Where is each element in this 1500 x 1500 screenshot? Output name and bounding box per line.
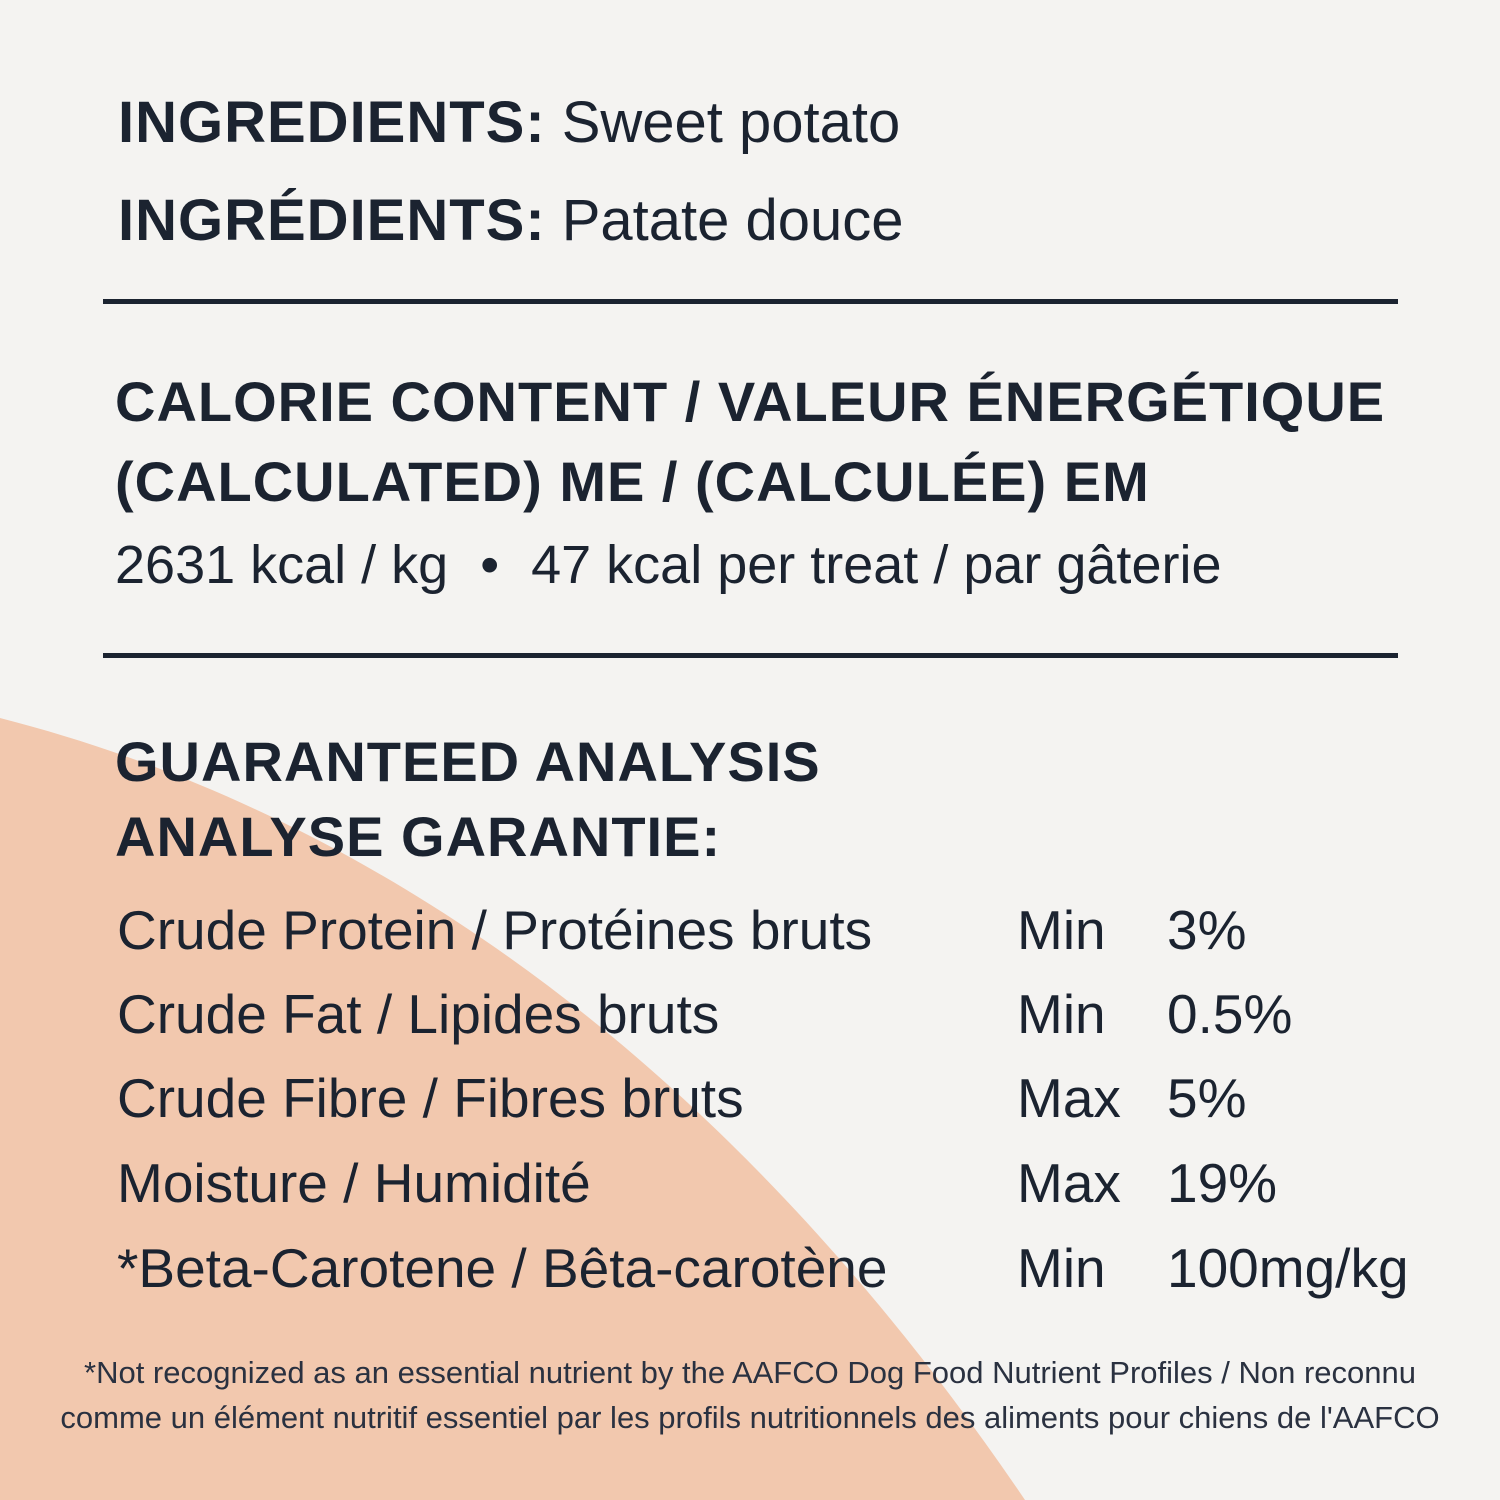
nutrient-name: Crude Fat / Lipides bruts	[117, 983, 720, 1045]
nutrient-qualifier: Min	[1017, 1237, 1106, 1299]
nutrient-qualifier: Min	[1017, 983, 1106, 1045]
nutrient-value: 0.5%	[1167, 983, 1293, 1045]
nutrient-value: 5%	[1167, 1067, 1247, 1129]
ingredients-en-row	[118, 88, 900, 158]
analysis-heading-line2: ANALYSE GARANTIE:	[115, 805, 722, 868]
ingredients-fr-value: Patate douce	[561, 188, 904, 253]
bullet-separator: •	[480, 535, 500, 595]
calorie-values	[115, 530, 1221, 600]
nutrient-value: 3%	[1167, 899, 1247, 961]
nutrient-value: 100mg/kg	[1167, 1237, 1409, 1299]
footnote-line1: *Not recognized as an essential nutrient by the AAFCO Dog Food Nutrient Profiles / Non reconnu	[84, 1355, 1416, 1390]
calorie-per-treat: 47 kcal per treat / par gâterie	[531, 535, 1222, 595]
nutrient-qualifier: Max	[1017, 1067, 1121, 1129]
divider-middle	[103, 653, 1398, 658]
footnote-line2: comme un élément nutritif essentiel par les profils nutritionnels des aliments pour chiens de l'AAFCO	[60, 1400, 1440, 1435]
calorie-heading-line1: CALORIE CONTENT / VALEUR ÉNERGÉTIQUE	[115, 370, 1386, 433]
nutrient-qualifier: Max	[1017, 1152, 1121, 1214]
nutrient-name: Moisture / Humidité	[117, 1152, 591, 1214]
nutrient-name: Crude Protein / Protéines bruts	[117, 899, 873, 961]
divider-top	[103, 299, 1398, 304]
ingredients-fr-label: INGRÉDIENTS:	[118, 188, 546, 253]
nutrient-name: *Beta-Carotene / Bêta-carotène	[117, 1237, 888, 1299]
nutrient-qualifier: Min	[1017, 899, 1106, 961]
calorie-per-kg: 2631 kcal / kg	[115, 535, 449, 595]
analysis-heading-line1: GUARANTEED ANALYSIS	[115, 730, 821, 793]
footnote	[40, 1350, 1460, 1440]
nutrient-value: 19%	[1167, 1152, 1278, 1214]
ingredients-en-value: Sweet potato	[561, 90, 901, 155]
nutrient-name: Crude Fibre / Fibres bruts	[117, 1067, 744, 1129]
ingredients-fr-row	[118, 186, 904, 256]
calorie-heading-line2: (CALCULATED) ME / (CALCULÉE) EM	[115, 450, 1150, 513]
ingredients-en-label: INGREDIENTS:	[118, 90, 546, 155]
